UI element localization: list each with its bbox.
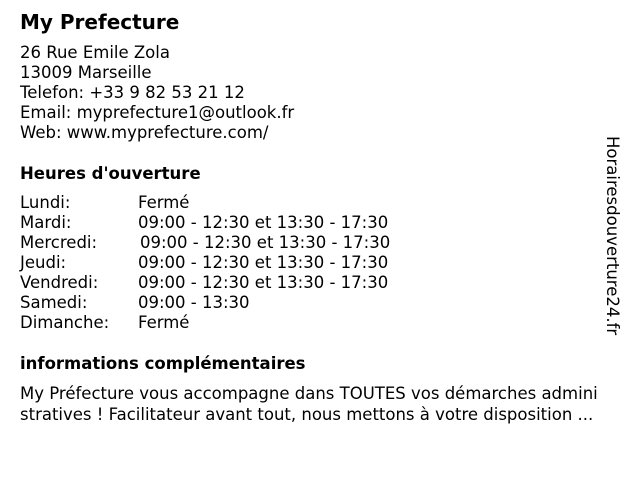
hours-time: 09:00 - 12:30 et 13:30 - 17:30 [138, 273, 389, 292]
business-name: My Prefecture [20, 10, 180, 34]
source-watermark: Horairesdouverture24.fr [603, 136, 622, 336]
hours-time: 09:00 - 13:30 [138, 293, 250, 312]
hours-day: Mardi: [20, 213, 72, 232]
hours-day: Vendredi: [20, 273, 99, 292]
phone-line: Telefon: +33 9 82 53 21 12 [20, 83, 245, 102]
hours-day: Dimanche: [20, 313, 110, 332]
description-line: stratives ! Facilitateur avant tout, nous mettons à votre disposition ... [20, 405, 594, 424]
hours-time: 09:00 - 12:30 et 13:30 - 17:30 [138, 253, 389, 272]
hours-day: Lundi: [20, 193, 71, 212]
business-description [20, 383, 626, 425]
hours-time: Fermé [138, 193, 190, 212]
hours-day: Samedi: [20, 293, 88, 312]
description-line: My Préfecture vous accompagne dans TOUTES vos démarches admini [20, 384, 598, 403]
address-street: 26 Rue Emile Zola [20, 43, 170, 62]
hours-day: Jeudi: [20, 253, 67, 272]
hours-day: Mercredi: [20, 233, 98, 252]
web-line: Web: www.myprefecture.com/ [20, 123, 269, 142]
additional-info-heading: informations complémentaires [20, 354, 306, 373]
opening-hours-heading: Heures d'ouverture [20, 164, 201, 183]
hours-time: 09:00 - 12:30 et 13:30 - 17:30 [140, 233, 391, 252]
hours-time: Fermé [138, 313, 190, 332]
address-city: 13009 Marseille [20, 63, 152, 82]
hours-time: 09:00 - 12:30 et 13:30 - 17:30 [138, 213, 389, 232]
email-line: Email: myprefecture1@outlook.fr [20, 103, 295, 122]
contact-block [20, 43, 294, 143]
